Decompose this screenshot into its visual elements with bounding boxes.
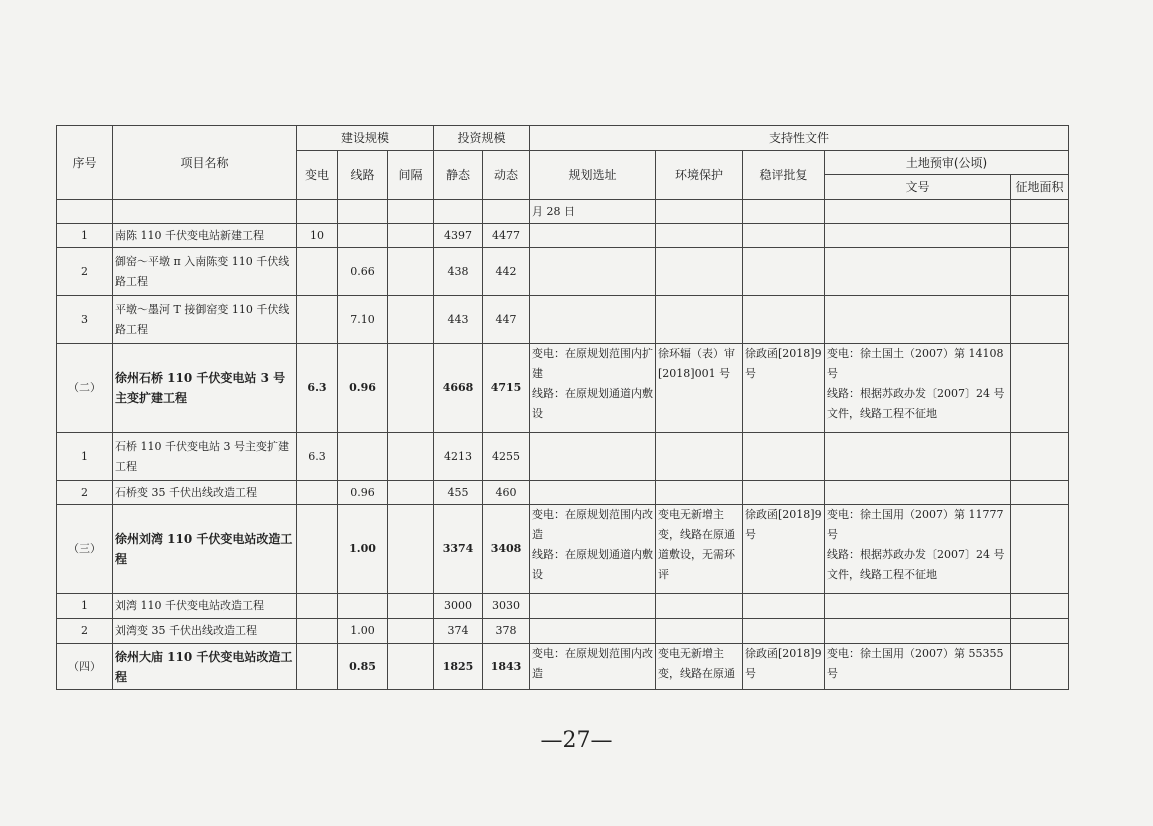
cell-sub xyxy=(297,644,338,690)
header-support-docs: 支持性文件 xyxy=(530,126,1069,151)
cell-risk xyxy=(743,594,825,619)
cell-doc xyxy=(825,481,1011,505)
cell-name: 御窑～平墩 π 入南陈变 110 千伏线路工程 xyxy=(113,248,297,296)
cell-sub xyxy=(297,594,338,619)
cell-area xyxy=(1011,644,1069,690)
cell-area xyxy=(1011,594,1069,619)
cell-doc xyxy=(825,224,1011,248)
cell-seq xyxy=(57,200,113,224)
cell-env xyxy=(656,594,743,619)
cell-planning xyxy=(530,481,656,505)
cell-line: 0.66 xyxy=(338,248,388,296)
cell-dynamic: 3408 xyxy=(483,505,530,594)
cell-bay xyxy=(388,296,434,344)
cell-dynamic: 442 xyxy=(483,248,530,296)
cell-doc xyxy=(825,433,1011,481)
cell-sub xyxy=(297,619,338,644)
cell-doc: 变电：徐土国用（2007）第 55355 号 xyxy=(825,644,1011,690)
cell-static: 3374 xyxy=(434,505,483,594)
cell-env xyxy=(656,619,743,644)
cell-name: 刘湾变 35 千伏出线改造工程 xyxy=(113,619,297,644)
header-land: 土地预审(公顷) xyxy=(825,151,1069,175)
cell-env: 徐环辐（表）审[2018]001 号 xyxy=(656,344,743,433)
cell-dynamic: 4255 xyxy=(483,433,530,481)
cell-name xyxy=(113,200,297,224)
cell-line: 1.00 xyxy=(338,619,388,644)
cell-static: 438 xyxy=(434,248,483,296)
cell-static xyxy=(434,200,483,224)
header-build-scale: 建设规模 xyxy=(297,126,434,151)
cell-env xyxy=(656,248,743,296)
group-row xyxy=(57,505,1069,594)
cell-env xyxy=(656,296,743,344)
page-number: —27— xyxy=(540,728,613,753)
cell-area xyxy=(1011,296,1069,344)
cell-planning xyxy=(530,594,656,619)
cell-doc xyxy=(825,594,1011,619)
cell-env xyxy=(656,481,743,505)
header-planning: 规划选址 xyxy=(530,151,656,200)
cell-static: 3000 xyxy=(434,594,483,619)
cell-env xyxy=(656,200,743,224)
header-row-1 xyxy=(57,126,1069,151)
header-substation: 变电 xyxy=(297,151,338,200)
cell-env: 变电无新增主变，线路在原通 xyxy=(656,644,743,690)
cell-name: 平墩～墨河 T 接御窑变 110 千伏线路工程 xyxy=(113,296,297,344)
cell-risk xyxy=(743,296,825,344)
cell-risk: 徐政函[2018]9 号 xyxy=(743,644,825,690)
cell-line: 0.85 xyxy=(338,644,388,690)
cell-planning xyxy=(530,296,656,344)
header-invest-scale: 投资规模 xyxy=(434,126,530,151)
cell-seq: 2 xyxy=(57,619,113,644)
group-row xyxy=(57,344,1069,433)
cell-name: 徐州大庙 110 千伏变电站改造工程 xyxy=(113,644,297,690)
header-seq: 序号 xyxy=(57,126,113,200)
cell-sub xyxy=(297,200,338,224)
cell-risk xyxy=(743,481,825,505)
cell-seq: （四） xyxy=(57,644,113,690)
cell-seq: （三） xyxy=(57,505,113,594)
cell-static: 455 xyxy=(434,481,483,505)
cell-seq: （二） xyxy=(57,344,113,433)
cell-bay xyxy=(388,248,434,296)
cell-area xyxy=(1011,344,1069,433)
cell-doc xyxy=(825,200,1011,224)
cell-env xyxy=(656,433,743,481)
cell-static: 4397 xyxy=(434,224,483,248)
cell-line: 0.96 xyxy=(338,481,388,505)
cell-risk xyxy=(743,248,825,296)
cell-area xyxy=(1011,433,1069,481)
cell-doc xyxy=(825,296,1011,344)
cell-area xyxy=(1011,224,1069,248)
cell-risk xyxy=(743,433,825,481)
cell-risk xyxy=(743,619,825,644)
cell-sub: 10 xyxy=(297,224,338,248)
cell-seq: 3 xyxy=(57,296,113,344)
cell-name: 刘湾 110 千伏变电站改造工程 xyxy=(113,594,297,619)
cell-doc xyxy=(825,619,1011,644)
header-env: 环境保护 xyxy=(656,151,743,200)
cell-bay xyxy=(388,619,434,644)
table-row xyxy=(57,481,1069,505)
cell-name: 徐州石桥 110 千伏变电站 3 号主变扩建工程 xyxy=(113,344,297,433)
cell-static: 443 xyxy=(434,296,483,344)
cell-line xyxy=(338,200,388,224)
header-static: 静态 xyxy=(434,151,483,200)
cell-line: 1.00 xyxy=(338,505,388,594)
cell-sub xyxy=(297,248,338,296)
cell-sub: 6.3 xyxy=(297,344,338,433)
cell-line: 0.96 xyxy=(338,344,388,433)
cell-area xyxy=(1011,200,1069,224)
cell-area xyxy=(1011,505,1069,594)
cell-dynamic xyxy=(483,200,530,224)
cell-dynamic: 1843 xyxy=(483,644,530,690)
cell-risk xyxy=(743,200,825,224)
cell-name: 石桥变 35 千伏出线改造工程 xyxy=(113,481,297,505)
table-row xyxy=(57,296,1069,344)
cell-static: 374 xyxy=(434,619,483,644)
cell-bay xyxy=(388,481,434,505)
cell-dynamic: 4477 xyxy=(483,224,530,248)
cell-static: 4213 xyxy=(434,433,483,481)
cell-planning xyxy=(530,619,656,644)
cell-sub xyxy=(297,481,338,505)
cell-seq: 1 xyxy=(57,224,113,248)
table-row xyxy=(57,248,1069,296)
cell-name: 石桥 110 千伏变电站 3 号主变扩建工程 xyxy=(113,433,297,481)
header-bay: 间隔 xyxy=(388,151,434,200)
cell-name: 南陈 110 千伏变电站新建工程 xyxy=(113,224,297,248)
cell-doc: 变电：徐土国用（2007）第 11777 号 线路：根据苏政办发〔2007〕24 号文件，线路工程不征地 xyxy=(825,505,1011,594)
cell-area xyxy=(1011,619,1069,644)
cell-line xyxy=(338,433,388,481)
cell-dynamic: 447 xyxy=(483,296,530,344)
cell-env xyxy=(656,224,743,248)
cell-bay xyxy=(388,433,434,481)
cell-bay xyxy=(388,594,434,619)
header-land-area: 征地面积 xyxy=(1011,175,1069,200)
group-row xyxy=(57,644,1069,690)
cell-env: 变电无新增主变，线路在原通道敷设，无需环评 xyxy=(656,505,743,594)
table-row xyxy=(57,200,1069,224)
cell-planning xyxy=(530,224,656,248)
cell-seq: 2 xyxy=(57,248,113,296)
cell-dynamic: 3030 xyxy=(483,594,530,619)
cell-bay xyxy=(388,344,434,433)
cell-bay xyxy=(388,200,434,224)
cell-dynamic: 460 xyxy=(483,481,530,505)
cell-line: 7.10 xyxy=(338,296,388,344)
cell-planning: 变电：在原规划范围内改造 xyxy=(530,644,656,690)
cell-bay xyxy=(388,224,434,248)
cell-static: 1825 xyxy=(434,644,483,690)
cell-seq: 1 xyxy=(57,433,113,481)
header-line: 线路 xyxy=(338,151,388,200)
cell-static: 4668 xyxy=(434,344,483,433)
header-name: 项目名称 xyxy=(113,126,297,200)
header-risk: 稳评批复 xyxy=(743,151,825,200)
cell-sub xyxy=(297,296,338,344)
cell-sub: 6.3 xyxy=(297,433,338,481)
cell-bay xyxy=(388,505,434,594)
cell-dynamic: 4715 xyxy=(483,344,530,433)
cell-area xyxy=(1011,481,1069,505)
header-dynamic: 动态 xyxy=(483,151,530,200)
cell-planning: 月 28 日 xyxy=(530,200,656,224)
table-row xyxy=(57,594,1069,619)
cell-name: 徐州刘湾 110 千伏变电站改造工程 xyxy=(113,505,297,594)
cell-dynamic: 378 xyxy=(483,619,530,644)
cell-area xyxy=(1011,248,1069,296)
cell-planning: 变电：在原规划范围内改造 线路：在原规划通道内敷设 xyxy=(530,505,656,594)
cell-planning xyxy=(530,433,656,481)
cell-seq: 2 xyxy=(57,481,113,505)
table-row xyxy=(57,433,1069,481)
table-row xyxy=(57,224,1069,248)
cell-bay xyxy=(388,644,434,690)
project-table xyxy=(56,125,1069,690)
cell-doc xyxy=(825,248,1011,296)
cell-risk xyxy=(743,224,825,248)
cell-doc: 变电：徐土国土（2007）第 14108 号 线路：根据苏政办发〔2007〕24 号文件，线路工程不征地 xyxy=(825,344,1011,433)
cell-risk: 徐政函[2018]9 号 xyxy=(743,344,825,433)
table-row xyxy=(57,619,1069,644)
header-doc-no: 文号 xyxy=(825,175,1011,200)
cell-line xyxy=(338,594,388,619)
cell-seq: 1 xyxy=(57,594,113,619)
cell-planning: 变电：在原规划范围内扩建 线路：在原规划通道内敷设 xyxy=(530,344,656,433)
cell-sub xyxy=(297,505,338,594)
cell-line xyxy=(338,224,388,248)
cell-planning xyxy=(530,248,656,296)
cell-risk: 徐政函[2018]9 号 xyxy=(743,505,825,594)
